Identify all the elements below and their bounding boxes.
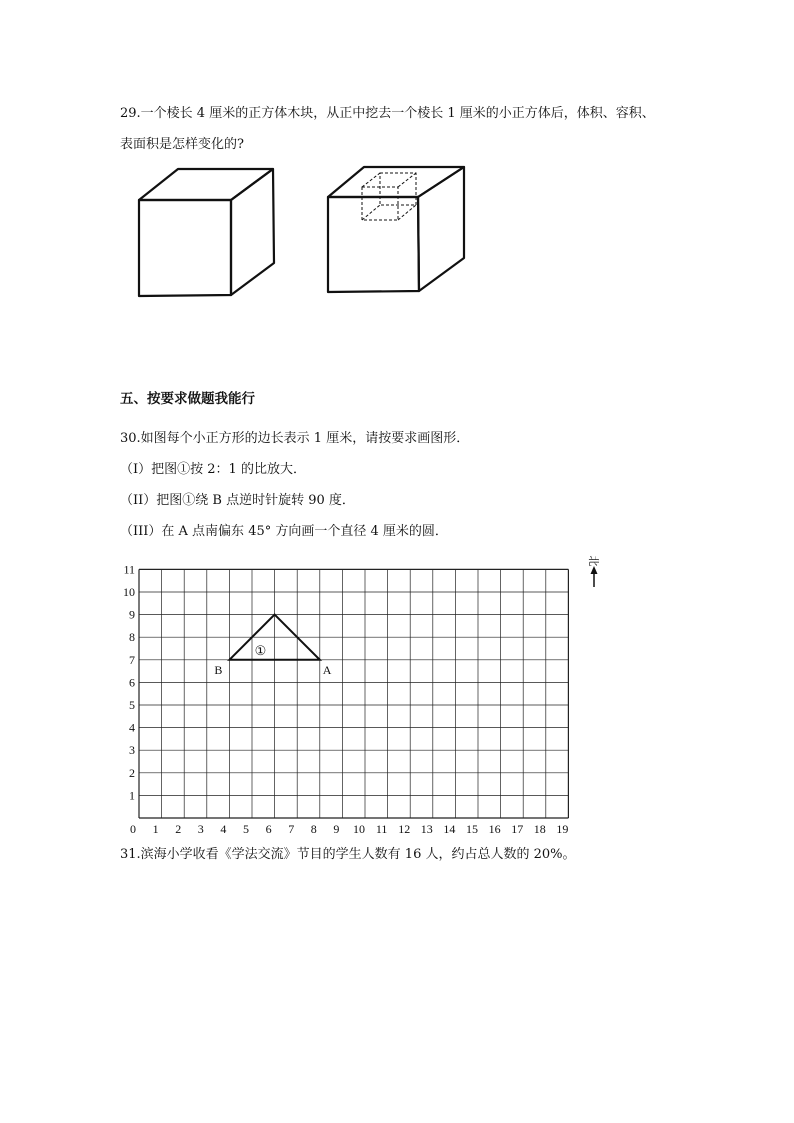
x-tick-label: 7 [288, 822, 295, 836]
q30-step-3: （III）在 A 点南偏东 45° 方向画一个直径 4 厘米的圆． [120, 524, 448, 539]
y-tick-label: 11 [123, 562, 135, 577]
x-axis-tick-labels [130, 822, 568, 836]
point-b-label: B [214, 662, 223, 677]
x-tick-label: 11 [375, 822, 388, 836]
x-tick-label: 12 [398, 822, 411, 836]
q31-text: 31.滨海小学收看《学法交流》节目的学生人数有 16 人，约占总人数的 20%。 [120, 847, 576, 862]
y-tick-label: 8 [129, 630, 135, 645]
figure-one-label: ① [254, 642, 267, 658]
q30-intro: 30.如图每个小正方形的边长表示 1 厘米，请按要求画图形． [120, 431, 470, 446]
q29-line-1: 29.一个棱长 4 厘米的正方体木块，从正中挖去一个棱长 1 厘米的小正方体后，体积、容积、 [120, 106, 655, 121]
x-tick-label: 13 [420, 822, 433, 836]
x-tick-label: 2 [175, 822, 182, 836]
y-tick-label: 5 [129, 698, 135, 712]
x-tick-label: 3 [197, 822, 204, 836]
point-a-label: A [322, 662, 332, 677]
x-tick-label: 4 [220, 822, 227, 836]
x-tick-label: 19 [556, 822, 569, 836]
q30-step-1: （I）把图①按 2：1 的比放大． [120, 462, 306, 477]
x-tick-label: 14 [443, 822, 456, 836]
y-tick-label: 7 [129, 652, 135, 667]
north-label: 北 [587, 555, 600, 567]
x-tick-label: 9 [333, 822, 340, 836]
y-tick-label: 3 [129, 743, 135, 758]
x-tick-label: 0 [130, 822, 136, 836]
y-tick-label: 10 [123, 585, 135, 599]
x-tick-label: 8 [310, 822, 317, 836]
y-tick-label: 2 [129, 765, 135, 780]
x-tick-label: 18 [533, 822, 546, 836]
y-tick-label: 9 [129, 607, 135, 622]
y-tick-label: 6 [129, 675, 135, 690]
y-axis-tick-labels [123, 562, 135, 802]
grid-lines [139, 569, 568, 818]
q30-step-2: （II）把图①绕 B 点逆时针旋转 90 度． [120, 493, 355, 508]
y-tick-label: 1 [129, 788, 135, 803]
x-tick-label: 17 [511, 822, 524, 836]
section-heading: 五、按要求做题我能行 [120, 391, 255, 407]
north-arrow-icon [591, 566, 598, 587]
x-tick-label: 6 [265, 822, 272, 836]
x-tick-label: 15 [466, 822, 478, 836]
x-tick-label: 16 [488, 822, 501, 836]
q29-line-2: 表面积是怎样变化的? [120, 137, 244, 152]
y-tick-label: 4 [129, 720, 135, 735]
x-tick-label: 1 [152, 822, 159, 836]
x-tick-label: 10 [353, 822, 365, 836]
x-tick-label: 5 [243, 822, 249, 836]
